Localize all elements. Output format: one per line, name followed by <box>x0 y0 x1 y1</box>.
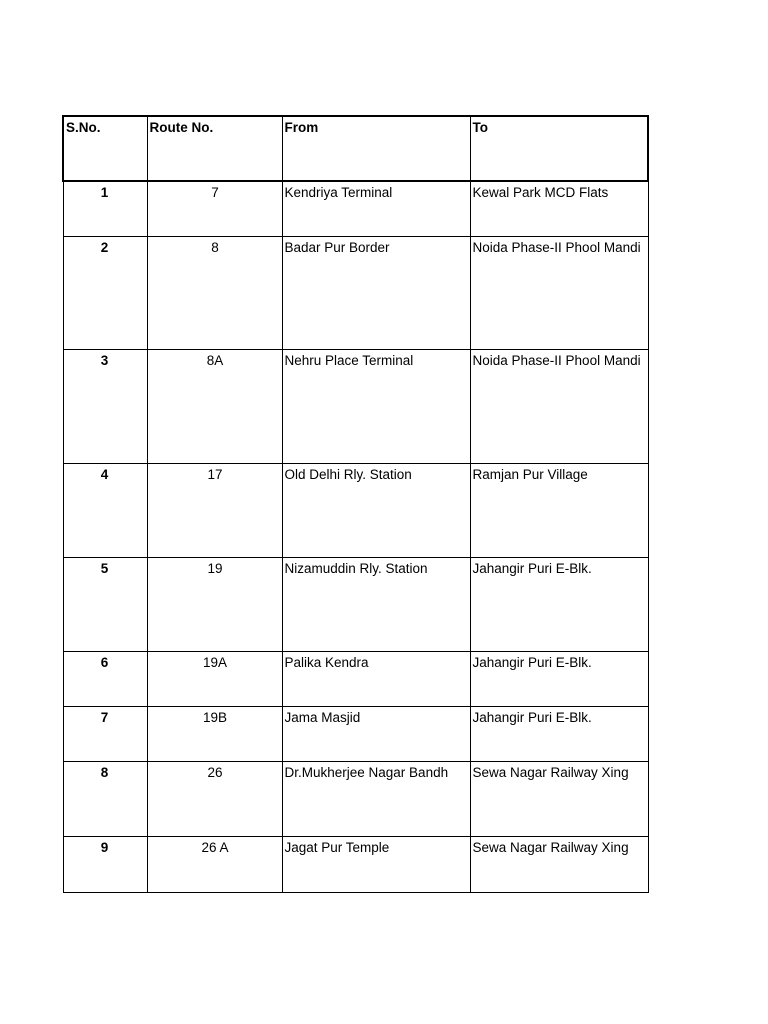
cell-sno: 7 <box>63 706 147 761</box>
cell-sno: 4 <box>63 463 147 557</box>
cell-route-no: 19B <box>147 706 282 761</box>
table-row <box>63 463 648 557</box>
table-row <box>63 349 648 463</box>
route-table <box>62 115 649 893</box>
cell-route-no: 8A <box>147 349 282 463</box>
cell-to: Ramjan Pur Village <box>470 463 648 557</box>
table-row <box>63 651 648 706</box>
cell-route-no: 19A <box>147 651 282 706</box>
cell-to: Sewa Nagar Railway Xing <box>470 761 648 836</box>
cell-route-no: 7 <box>147 181 282 236</box>
header-from: From <box>282 116 470 181</box>
cell-route-no: 26 <box>147 761 282 836</box>
header-to: To <box>470 116 648 181</box>
cell-sno: 8 <box>63 761 147 836</box>
table-row <box>63 181 648 236</box>
cell-route-no: 8 <box>147 236 282 349</box>
table-row <box>63 557 648 651</box>
cell-from: Palika Kendra <box>282 651 470 706</box>
cell-to: Sewa Nagar Railway Xing <box>470 836 648 892</box>
cell-from: Nehru Place Terminal <box>282 349 470 463</box>
cell-from: Dr.Mukherjee Nagar Bandh <box>282 761 470 836</box>
header-route-no: Route No. <box>147 116 282 181</box>
cell-sno: 3 <box>63 349 147 463</box>
cell-from: Kendriya Terminal <box>282 181 470 236</box>
cell-to: Jahangir Puri E-Blk. <box>470 557 648 651</box>
cell-to: Kewal Park MCD Flats <box>470 181 648 236</box>
table-row <box>63 761 648 836</box>
header-sno: S.No. <box>63 116 147 181</box>
cell-sno: 5 <box>63 557 147 651</box>
table-header <box>63 116 648 181</box>
cell-route-no: 17 <box>147 463 282 557</box>
cell-to: Jahangir Puri E-Blk. <box>470 651 648 706</box>
header-row <box>63 116 648 181</box>
cell-sno: 6 <box>63 651 147 706</box>
cell-sno: 9 <box>63 836 147 892</box>
table-row <box>63 236 648 349</box>
table-body <box>63 181 648 892</box>
table-row <box>63 706 648 761</box>
cell-to: Noida Phase-II Phool Mandi <box>470 349 648 463</box>
cell-to: Noida Phase-II Phool Mandi <box>470 236 648 349</box>
cell-sno: 1 <box>63 181 147 236</box>
cell-from: Old Delhi Rly. Station <box>282 463 470 557</box>
cell-route-no: 19 <box>147 557 282 651</box>
table-row <box>63 836 648 892</box>
cell-from: Badar Pur Border <box>282 236 470 349</box>
cell-from: Jama Masjid <box>282 706 470 761</box>
cell-from: Jagat Pur Temple <box>282 836 470 892</box>
cell-route-no: 26 A <box>147 836 282 892</box>
cell-sno: 2 <box>63 236 147 349</box>
cell-to: Jahangir Puri E-Blk. <box>470 706 648 761</box>
cell-from: Nizamuddin Rly. Station <box>282 557 470 651</box>
